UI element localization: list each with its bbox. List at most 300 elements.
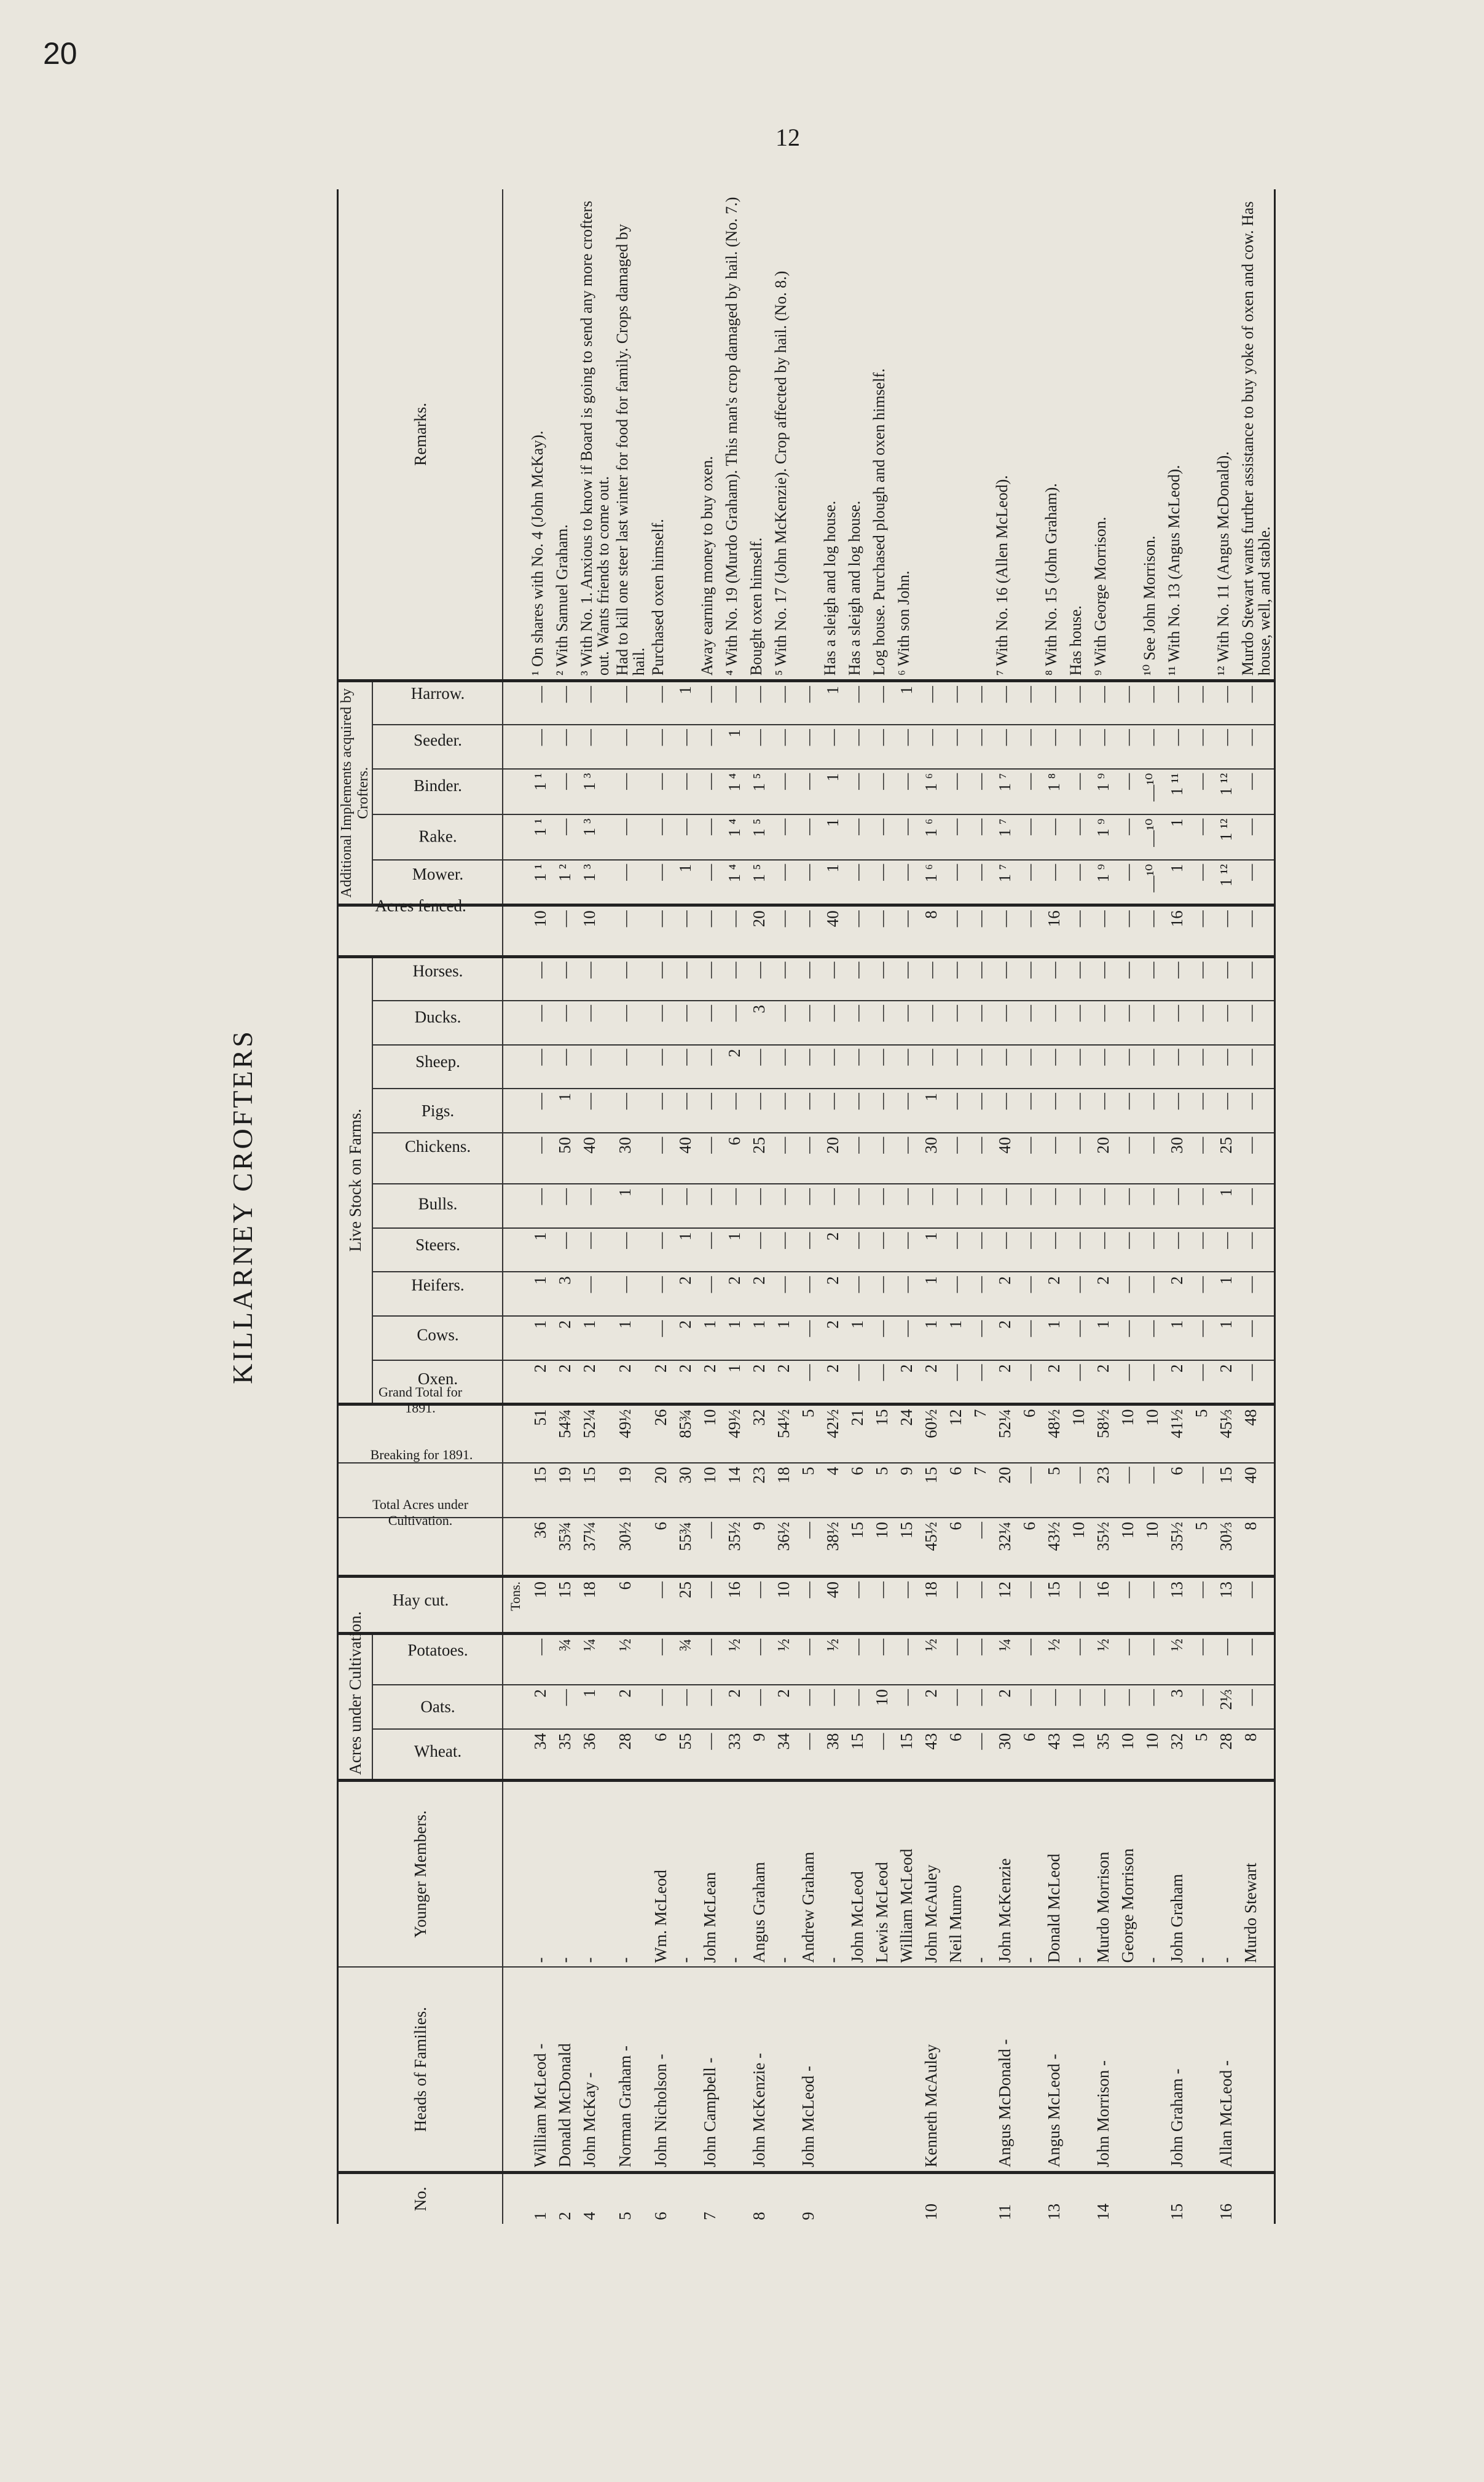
cell-rake: 1 ³ [577,814,613,860]
cell-binder: 1 ¹² [1214,769,1238,814]
chickens-label: Chickens. [404,1137,471,1156]
cell-heifers: — [613,1272,648,1316]
cell-cows: 1 [1091,1316,1115,1360]
cell-horses: — [722,956,747,1001]
cell-total: 10 [870,1518,894,1576]
cell-hay: — [747,1576,771,1633]
row-younger: - [1066,1780,1091,1967]
cell-total: 35½ [1091,1518,1115,1576]
row-younger: - [552,1780,577,1967]
cell-wheat: 15 [894,1729,919,1781]
cell-potatoes: — [943,1634,968,1685]
cell-steers: 1 [673,1228,697,1272]
row-no [845,2172,870,2224]
cell-remarks: ² With Samuel Graham. [552,189,577,681]
cell-ducks: — [796,1001,820,1045]
cell-hay: — [1238,1576,1275,1633]
cell-total: 10 [1115,1518,1140,1576]
cell-chickens: 40 [992,1133,1017,1184]
cell-pigs: — [845,1089,870,1133]
cell-chickens: — [1140,1133,1164,1184]
cell-cows: 1 [1164,1316,1189,1360]
cell-ducks: — [845,1001,870,1045]
cell-total: 6 [943,1518,968,1576]
cell-binder: — [1066,769,1091,814]
row-younger: John McAuley [919,1780,943,1967]
row-head: John Nicholson - [648,1967,673,2172]
cell-grand: 10 [1066,1404,1091,1462]
cell-harrow: 1 [820,681,845,725]
cell-fenced: — [673,905,697,957]
table-row [648,189,673,2224]
cell-horses: — [1042,956,1066,1001]
cell-grand: 60½ [919,1404,943,1462]
cell-heifers: 2 [722,1272,747,1316]
cell-mower: — [771,860,796,905]
cell-potatoes: — [796,1634,820,1685]
cell-hay: — [845,1576,870,1633]
col-younger: Younger Members. [338,1780,503,1967]
row-head: Norman Graham - [613,1967,648,2172]
row-head: John McLeod - [796,1967,820,2172]
oxen-label: Oxen. [417,1369,458,1388]
cell-pigs: — [528,1089,552,1133]
row-no [673,2172,697,2224]
cell-harrow: — [796,681,820,725]
cell-breaking: 4 [820,1463,845,1518]
cell-mower: 1 ¹ [528,860,552,905]
cell-rake: — [1066,814,1091,860]
cell-cows: 1 [613,1316,648,1360]
cell-rake: — [1238,814,1275,860]
cell-potatoes: — [1066,1634,1091,1685]
cell-steers: 1 [919,1228,943,1272]
cell-harrow: — [968,681,992,725]
cell-oxen: 2 [1164,1360,1189,1404]
cell-fenced: — [1140,905,1164,957]
cell-fenced: 10 [577,905,613,957]
cell-rake: 1 ⁶ [919,814,943,860]
cell-wheat: 28 [613,1729,648,1781]
cell-total: 10 [1140,1518,1164,1576]
rotated-table-region [227,189,1360,2224]
cell-seeder: 1 [722,725,747,769]
col-heads: Heads of Families. [338,1967,503,2172]
cell-fenced: 10 [528,905,552,957]
cell-wheat: 8 [1238,1729,1275,1781]
cell-chickens: 30 [919,1133,943,1184]
row-head [894,1967,919,2172]
cell-binder: 1 ⁹ [1091,769,1115,814]
cell-steers: — [577,1228,613,1272]
cell-hay: 12 [992,1576,1017,1633]
cell-grand: 5 [796,1404,820,1462]
cell-harrow: — [1091,681,1115,725]
cell-breaking: 18 [771,1463,796,1518]
cell-oxen: 2 [894,1360,919,1404]
cell-binder: 1 ¹ [528,769,552,814]
cell-oxen: 2 [673,1360,697,1404]
cell-hay: 10 [528,1576,552,1633]
cell-chickens: — [1115,1133,1140,1184]
cell-wheat: 38 [820,1729,845,1781]
col-pigs [372,1089,503,1133]
cell-fenced: — [1066,905,1091,957]
cell-fenced: 8 [919,905,943,957]
cell-potatoes: — [1017,1634,1042,1685]
cell-cows: 2 [552,1316,577,1360]
cell-total: 5 [1189,1518,1214,1576]
cell-pigs: 1 [919,1089,943,1133]
table-row [771,189,796,2224]
cell-rake: — [673,814,697,860]
cell-wheat: 55 [673,1729,697,1781]
cell-breaking: 6 [943,1463,968,1518]
cell-ducks: — [1214,1001,1238,1045]
cell-seeder: — [1164,725,1189,769]
cell-seeder: — [648,725,673,769]
cell-fenced: — [697,905,722,957]
cell-cows: 1 [577,1316,613,1360]
cell-oats: — [648,1685,673,1729]
row-head [968,1967,992,2172]
cell-oxen: — [1017,1360,1042,1404]
cell-oxen: 2 [697,1360,722,1404]
cell-remarks: ⁴ With No. 19 (Murdo Graham). This man's crop damaged by hail. (No. 7.) [722,189,747,681]
row-head [1017,1967,1042,2172]
cell-seeder: — [528,725,552,769]
cell-mower: 1 ⁷ [992,860,1017,905]
cell-pigs: — [577,1089,613,1133]
cell-harrow: — [613,681,648,725]
cell-sheep: — [747,1045,771,1089]
cell-horses: — [1164,956,1189,1001]
cell-grand: 7 [968,1404,992,1462]
row-no: 11 [995,2204,1014,2220]
cell-grand: 5 [1189,1404,1214,1462]
mower-label: Mower. [412,865,463,884]
cell-sheep: — [845,1045,870,1089]
cell-remarks: Away earning money to buy oxen. [697,189,722,681]
table-row [1238,189,1275,2224]
cell-oats: — [1017,1685,1042,1729]
cell-grand: 48 [1238,1404,1275,1462]
cell-pigs: — [1164,1089,1189,1133]
row-no: 8 [750,2212,768,2220]
cell-oxen: 2 [771,1360,796,1404]
cell-bulls: 1 [1214,1184,1238,1228]
cell-fenced: 16 [1042,905,1066,957]
cell-sheep: — [968,1045,992,1089]
cell-oats: — [552,1685,577,1729]
table-row [1214,189,1238,2224]
row-head [1140,1967,1164,2172]
table-row [697,189,722,2224]
cell-steers: — [992,1228,1017,1272]
cell-heifers: — [1238,1272,1275,1316]
cell-remarks [1189,189,1214,681]
cell-bulls: — [845,1184,870,1228]
cell-harrow: — [1115,681,1140,725]
cell-binder: — [870,769,894,814]
cell-fenced: — [796,905,820,957]
cell-cows: 2 [673,1316,697,1360]
cell-chickens: — [771,1133,796,1184]
cell-rake: — [613,814,648,860]
hay-label: Hay cut. [392,1590,449,1609]
crofters-table [337,189,1276,2224]
cell-total: 9 [747,1518,771,1576]
cell-oxen: 2 [919,1360,943,1404]
row-younger: George Morrison [1115,1780,1140,1967]
cell-fenced: — [992,905,1017,957]
cell-rake: 1 [1164,814,1189,860]
cell-steers: — [552,1228,577,1272]
cell-breaking: 15 [577,1463,613,1518]
cell-horses: — [992,956,1017,1001]
row-younger: - [771,1780,796,1967]
cell-horses: — [697,956,722,1001]
cell-sheep: — [870,1045,894,1089]
cell-steers: — [1115,1228,1140,1272]
cell-potatoes: ½ [771,1634,796,1685]
cell-cows: — [1189,1316,1214,1360]
table-row [820,189,845,2224]
cell-potatoes: ½ [613,1634,648,1685]
cell-seeder: — [1091,725,1115,769]
col-sheep [372,1045,503,1089]
cell-total: 30⅓ [1214,1518,1238,1576]
cell-oats: — [968,1685,992,1729]
page-number-inner: 12 [775,124,800,151]
row-no [943,2172,968,2224]
cell-heifers: — [1017,1272,1042,1316]
cell-steers: — [771,1228,796,1272]
cell-oats: 2 [771,1685,796,1729]
cell-rake: — [552,814,577,860]
table-row [894,189,919,2224]
cell-harrow: — [1214,681,1238,725]
cell-oxen: 2 [1091,1360,1115,1404]
cell-total: 10 [1066,1518,1091,1576]
cell-binder: — [1189,769,1214,814]
table-row [968,189,992,2224]
cell-hay: 15 [1042,1576,1066,1633]
cell-oats: — [1238,1685,1275,1729]
cell-ducks: — [613,1001,648,1045]
cell-oxen: — [796,1360,820,1404]
cell-fenced: — [1238,905,1275,957]
row-no: 15 [1168,2204,1186,2220]
tons-label: Tons. [503,1576,528,1633]
cell-ducks: — [552,1001,577,1045]
cell-cows: 1 [771,1316,796,1360]
cell-chickens: 40 [673,1133,697,1184]
cell-wheat: 28 [1214,1729,1238,1781]
cell-oxen: — [1238,1360,1275,1404]
cell-ducks: — [1140,1001,1164,1045]
cell-pigs: — [1042,1089,1066,1133]
cell-rake: 1 ¹² [1214,814,1238,860]
cell-grand: 10 [1115,1404,1140,1462]
row-younger: - [613,1780,648,1967]
cell-ducks: — [968,1001,992,1045]
row-no: 2 [556,2212,574,2220]
cell-potatoes: — [968,1634,992,1685]
cell-cows: — [648,1316,673,1360]
table-row [1042,189,1066,2224]
cell-heifers: 2 [1091,1272,1115,1316]
row-no: 13 [1045,2204,1063,2220]
cell-potatoes: — [1140,1634,1164,1685]
cell-oats: — [943,1685,968,1729]
cell-seeder: — [919,725,943,769]
row-head [722,1967,747,2172]
cell-binder: — [845,769,870,814]
cell-mower: 1 ⁶ [919,860,943,905]
row-no [820,2172,845,2224]
cell-horses: — [919,956,943,1001]
cell-horses: — [1189,956,1214,1001]
cell-horses: — [870,956,894,1001]
table-row [1091,189,1115,2224]
cell-chickens: 20 [820,1133,845,1184]
cell-ducks: — [1189,1001,1214,1045]
col-no: No. [338,2172,503,2224]
group-implements: Additional Implements acquired by Crofters. [338,681,373,905]
cell-oats: — [796,1685,820,1729]
cell-cows: 1 [1042,1316,1066,1360]
cell-grand: 54¾ [552,1404,577,1462]
col-heifers [372,1272,503,1316]
row-head: John Campbell - [697,1967,722,2172]
cell-binder: 1 ³ [577,769,613,814]
cell-chickens: 40 [577,1133,613,1184]
cell-hay: — [894,1576,919,1633]
cell-bulls: — [992,1184,1017,1228]
table-row [943,189,968,2224]
cell-bulls: — [968,1184,992,1228]
cell-horses: — [648,956,673,1001]
cell-chickens: — [845,1133,870,1184]
cell-cows: — [1115,1316,1140,1360]
cell-rake: — [894,814,919,860]
cell-cows: — [1066,1316,1091,1360]
cell-remarks: Log house. Purchased plough and oxen himself. [870,189,894,681]
cell-bulls: — [722,1184,747,1228]
cell-horses: — [1238,956,1275,1001]
cell-ducks: — [673,1001,697,1045]
table-row [722,189,747,2224]
cell-chickens: 6 [722,1133,747,1184]
cell-horses: — [845,956,870,1001]
cell-seeder: — [845,725,870,769]
col-rake [372,814,503,860]
cell-rake: — [1115,814,1140,860]
row-no: 4 [580,2212,599,2220]
cell-grand: 6 [1017,1404,1042,1462]
cell-grand: 10 [697,1404,722,1462]
cell-wheat: 5 [1189,1729,1214,1781]
cell-seeder: — [820,725,845,769]
cell-mower: — [613,860,648,905]
page-number-outer: 20 [43,36,77,71]
cell-pigs: — [894,1089,919,1133]
cell-binder: — [613,769,648,814]
cell-remarks: Has a sleigh and log house. [820,189,845,681]
row-head [1189,1967,1214,2172]
cell-horses: — [968,956,992,1001]
cell-pigs: — [1091,1089,1115,1133]
row-younger: William McLeod [894,1780,919,1967]
row-younger: Murdo Stewart [1238,1780,1275,1967]
cell-heifers: — [1189,1272,1214,1316]
cell-pigs: — [870,1089,894,1133]
col-binder [372,769,503,814]
cell-breaking: — [1140,1463,1164,1518]
cell-horses: — [1115,956,1140,1001]
row-head [820,1967,845,2172]
cell-binder: — [771,769,796,814]
cell-seeder: — [870,725,894,769]
row-no: 9 [799,2212,817,2220]
cell-harrow: — [1042,681,1066,725]
cell-grand: 51 [528,1404,552,1462]
cell-potatoes: — [870,1634,894,1685]
cell-harrow: 1 [673,681,697,725]
cell-harrow: — [552,681,577,725]
cell-steers: — [1042,1228,1066,1272]
cell-seeder: — [771,725,796,769]
cell-total: 6 [1017,1518,1042,1576]
row-no [1017,2172,1042,2224]
ducks-label: Ducks. [414,1007,461,1026]
cell-heifers: 2 [820,1272,845,1316]
cell-horses: — [613,956,648,1001]
cell-heifers: — [1140,1272,1164,1316]
cell-potatoes: ¼ [992,1634,1017,1685]
cell-bulls: — [919,1184,943,1228]
cell-rake: 1 [820,814,845,860]
cell-ducks: — [943,1001,968,1045]
cell-ducks: — [577,1001,613,1045]
cell-steers: 1 [722,1228,747,1272]
table-row [673,189,697,2224]
cell-harrow: — [1189,681,1214,725]
cell-oxen: — [1140,1360,1164,1404]
cell-total: 36 [528,1518,552,1576]
cell-bulls: — [1238,1184,1275,1228]
cell-wheat: 32 [1164,1729,1189,1781]
cell-binder: 1 ⁵ [747,769,771,814]
cell-oxen: 2 [552,1360,577,1404]
row-head [943,1967,968,2172]
cell-hay: 13 [1164,1576,1189,1633]
cell-sheep: — [577,1045,613,1089]
cell-pigs: — [697,1089,722,1133]
cell-remarks [1115,189,1140,681]
cell-hay: — [1189,1576,1214,1633]
horses-label: Horses. [412,961,463,980]
cell-sheep: — [1238,1045,1275,1089]
cell-sheep: — [1140,1045,1164,1089]
cell-cows: — [870,1316,894,1360]
cell-steers: — [1140,1228,1164,1272]
cell-ducks: 3 [747,1001,771,1045]
cell-heifers: — [845,1272,870,1316]
cell-bulls: — [552,1184,577,1228]
row-head: William McLeod - [528,1967,552,2172]
